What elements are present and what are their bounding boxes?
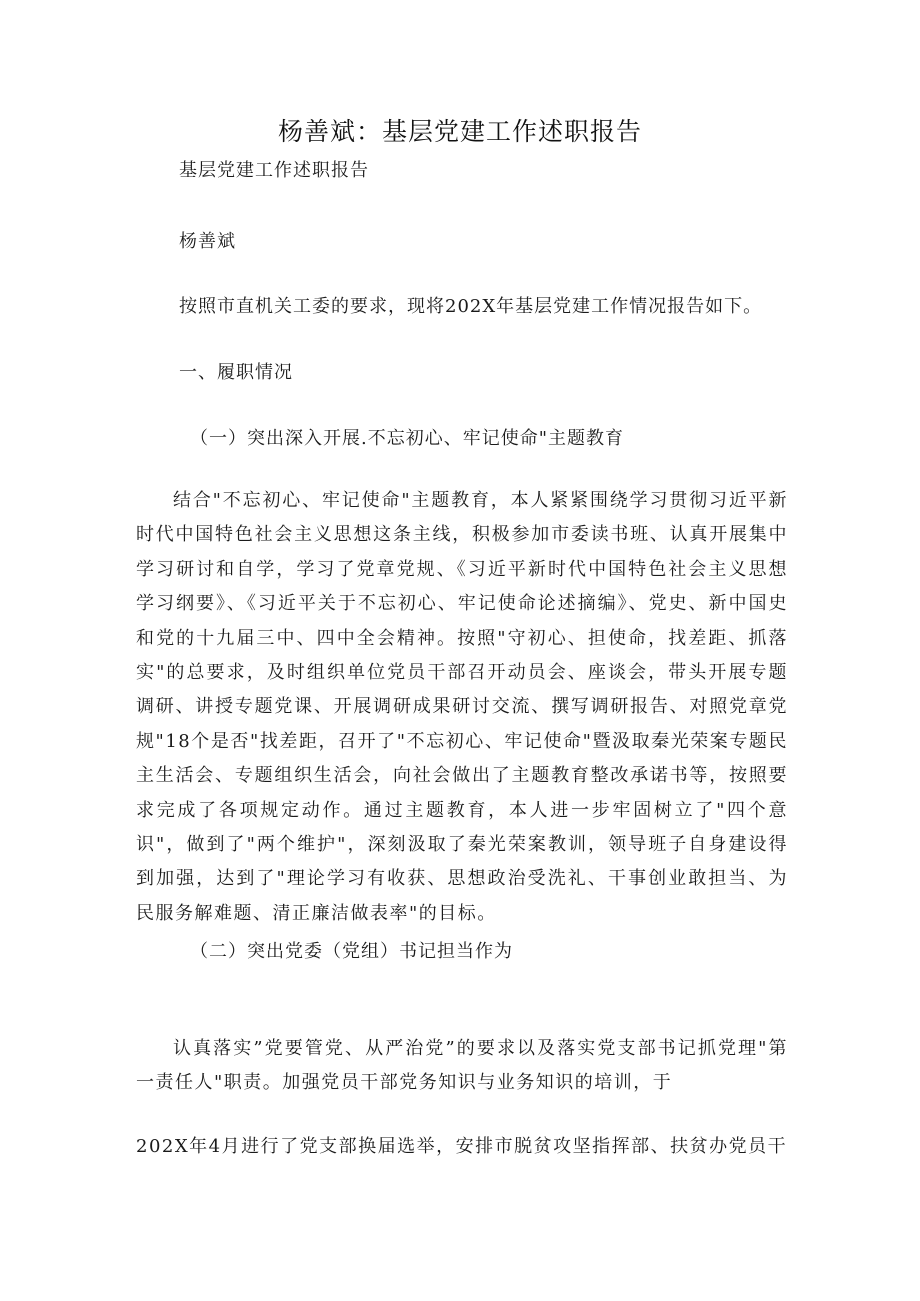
section-heading-1: 一、履职情况 — [179, 362, 293, 383]
body-paragraph-3: 202X年4月进行了党支部换届选举，安排市脱贫攻坚指挥部、扶贫办党员干 — [136, 1136, 788, 1157]
intro-paragraph: 按照市直机关工委的要求，现将202X年基层党建工作情况报告如下。 — [179, 296, 763, 317]
body-paragraph-2: 认真落实”党要管党、从严治党”的要求以及落实党支部书记抓党理"第一责任人"职责。加强党员干部党务知识与业务知识的培训，于 — [136, 1038, 788, 1094]
document-title: 杨善斌：基层党建工作述职报告 — [277, 117, 642, 146]
subsection-heading-2: （二）突出党委（党组）书记担当作为 — [190, 941, 513, 962]
document-subtitle: 基层党建工作述职报告 — [179, 160, 369, 181]
body-paragraph-1: 结合"不忘初心、牢记使命"主题教育，本人紧紧围绕学习贯彻习近平新时代中国特色社会主义思想这条主线，积极参加市委读书班、认真开展集中学习研讨和自学，学习了党章党规、《习近平新时代中国特色社会主义思想学习纲要》、《习近平关于不忘初心、牢记使命论述摘编》、党史、新中国史和党的十九届三中、四中全会精神。按照"守初心、担使命，找差距、抓落实"的总要求，及时组织单位党员干部召开动员会、座谈会，带头开展专题调研、讲授专题党课、开展调研成果研讨交流、撰写调研报告、对照党章党规"18个是否"找差距，召开了"不忘初心、牢记使命"暨汲取秦光荣案专题民主生活会、专题组织生活会，向社会做出了主题教育整改承诺书等，按照要求完成了各项规定动作。通过主题教育，本人进一步牢固树立了"四个意识"，做到了"两个维护"，深刻汲取了秦光荣案教训，领导班子自身建设得到加强，达到了"理论学习有收获、思想政治受洗礼、干事创业敢担当、为民服务解难题、清正廉洁做表率"的目标。 — [136, 490, 788, 924]
subsection-heading-1: （一）突出深入开展.不忘初心、牢记使命"主题教育 — [190, 428, 624, 449]
document-author: 杨善斌 — [179, 231, 236, 252]
